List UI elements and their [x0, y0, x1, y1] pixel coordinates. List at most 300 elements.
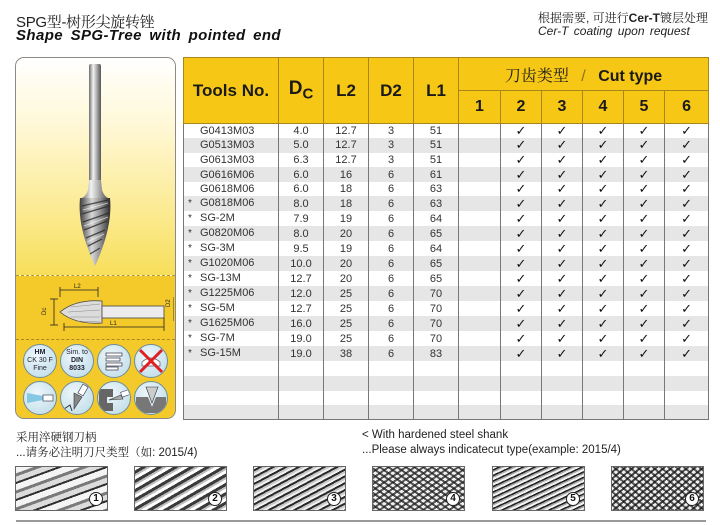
- header-d2: D2: [369, 58, 414, 124]
- cut-2-cell: [501, 226, 542, 241]
- cut-sample-4: [372, 466, 465, 511]
- dc-cell: 19.0: [279, 331, 324, 346]
- l2-cell: 25: [324, 331, 369, 346]
- feature-icons: [16, 341, 175, 419]
- specification-table: [183, 57, 709, 420]
- d2-cell: 6: [369, 241, 414, 256]
- l2-cell: 18: [324, 182, 369, 197]
- icon-text: Fine: [33, 365, 47, 372]
- empty-cell: [501, 376, 542, 391]
- dc-cell: 6.0: [279, 167, 324, 182]
- tool-number-cell: [184, 331, 279, 346]
- cut-1-cell: [459, 301, 501, 316]
- check-icon: ✓: [597, 137, 609, 153]
- d2-label: D2: [166, 299, 172, 307]
- l1-cell: 63: [414, 196, 459, 211]
- table-row: [184, 391, 709, 406]
- cut-2-cell: [501, 153, 542, 168]
- tool-number-cell: [184, 211, 279, 226]
- table-row: [184, 376, 709, 391]
- l2-cell: 25: [324, 301, 369, 316]
- featured-star: *: [188, 318, 192, 330]
- table-row: [184, 271, 709, 286]
- dc-cell: 8.0: [279, 196, 324, 211]
- l1-cell: 65: [414, 256, 459, 271]
- d2-cell: 6: [369, 256, 414, 271]
- check-icon: ✓: [681, 345, 692, 361]
- tool-number: SG-13M: [200, 272, 241, 285]
- tool-number: G0618M06: [200, 183, 255, 196]
- check-icon: ✓: [597, 195, 609, 211]
- dc-cell: 6.3: [279, 153, 324, 168]
- check-icon: ✓: [597, 330, 609, 346]
- check-icon: ✓: [556, 195, 568, 211]
- cut-5-cell: [624, 196, 665, 211]
- cut-3-cell: [542, 196, 583, 211]
- cut-3-cell: [542, 124, 583, 139]
- dimension-diagram-icon: [16, 277, 174, 340]
- empty-cell: [324, 361, 369, 376]
- l1-label: L1: [110, 321, 117, 327]
- empty-cell: [184, 361, 279, 376]
- header-cut-3: 3: [542, 91, 583, 124]
- cut-6-cell: [665, 241, 709, 256]
- tool-number: SG-2M: [200, 212, 235, 225]
- cut-5-cell: [624, 316, 665, 331]
- d2-cell: 6: [369, 346, 414, 361]
- l1-cell: 64: [414, 211, 459, 226]
- shank-note-english: < With hardened steel shank: [362, 429, 509, 441]
- check-icon: ✓: [556, 255, 568, 271]
- l1-cell: 51: [414, 124, 459, 139]
- table-row: [184, 346, 709, 361]
- empty-cell: [184, 391, 279, 406]
- l1-cell: 64: [414, 241, 459, 256]
- l2-cell: 12.7: [324, 153, 369, 168]
- cut-6-cell: [665, 196, 709, 211]
- cut-1-cell: [459, 331, 501, 346]
- check-icon: ✓: [681, 255, 692, 271]
- dc-cell: 6.0: [279, 182, 324, 197]
- cut-6-cell: [665, 226, 709, 241]
- cut-3-cell: [542, 286, 583, 301]
- check-icon: ✓: [681, 166, 692, 182]
- check-icon: ✓: [681, 270, 692, 286]
- l1-cell: 83: [414, 346, 459, 361]
- table-row: [184, 256, 709, 271]
- table-row: [184, 196, 709, 211]
- check-icon: ✓: [681, 123, 692, 139]
- table-row: [184, 124, 709, 139]
- dc-cell: 10.0: [279, 256, 324, 271]
- cut-3-cell: [542, 138, 583, 153]
- check-icon: ✓: [638, 137, 650, 153]
- cut-4-cell: [583, 301, 624, 316]
- featured-star: *: [188, 288, 192, 300]
- check-icon: ✓: [638, 300, 650, 316]
- empty-cell: [501, 361, 542, 376]
- cut-5-cell: [624, 167, 665, 182]
- check-icon: ✓: [515, 270, 527, 286]
- cut-6-cell: [665, 182, 709, 197]
- check-icon: ✓: [638, 225, 650, 241]
- header-cut-1: 1: [459, 91, 501, 124]
- cut-4-cell: [583, 271, 624, 286]
- coating-note-english: Cer-T coating upon request: [538, 24, 690, 38]
- l2-cell: 25: [324, 286, 369, 301]
- cut-3-cell: [542, 153, 583, 168]
- check-icon: ✓: [681, 151, 692, 167]
- check-icon: ✓: [597, 315, 609, 331]
- tool-number: SG-3M: [200, 242, 235, 255]
- cut-6-cell: [665, 211, 709, 226]
- empty-cell: [624, 376, 665, 391]
- cut-5-cell: [624, 211, 665, 226]
- check-icon: ✓: [597, 181, 609, 197]
- check-icon: ✓: [556, 330, 568, 346]
- check-icon: ✓: [681, 181, 692, 197]
- empty-cell: [369, 391, 414, 406]
- cut-sample-number: 4: [446, 492, 460, 506]
- cut-6-cell: [665, 346, 709, 361]
- check-icon: ✓: [681, 210, 692, 226]
- tool-number-cell: [184, 301, 279, 316]
- cut-type-english: Cut type: [598, 67, 663, 85]
- empty-cell: [459, 391, 501, 406]
- check-icon: ✓: [638, 345, 650, 361]
- header-cut-2: 2: [501, 91, 542, 124]
- cut-2-cell: [501, 331, 542, 346]
- cut-4-cell: [583, 153, 624, 168]
- d2-cell: 6: [369, 211, 414, 226]
- table-row: [184, 331, 709, 346]
- check-icon: ✓: [638, 166, 650, 182]
- cut-3-cell: [542, 241, 583, 256]
- slot-milling-icon: [97, 381, 131, 415]
- icon-text: 8033: [69, 365, 85, 372]
- d2-cell: 6: [369, 331, 414, 346]
- material-hm-icon: [23, 344, 57, 378]
- empty-cell: [665, 405, 709, 420]
- cut-5-cell: [624, 346, 665, 361]
- featured-star: *: [188, 213, 192, 225]
- empty-cell: [501, 405, 542, 420]
- empty-cell: [279, 405, 324, 420]
- cut-6-cell: [665, 316, 709, 331]
- tool-sizes-icon: [97, 344, 131, 378]
- title-chinese: SPG型-树形尖旋转锉: [16, 14, 155, 31]
- header-l1: L1: [414, 58, 459, 124]
- check-icon: ✓: [638, 255, 650, 271]
- cut-2-cell: [501, 241, 542, 256]
- header-tools-no: Tools No.: [184, 58, 279, 124]
- cut-type-chinese: 刀齿类型: [504, 67, 569, 85]
- cut-1-cell: [459, 153, 501, 168]
- check-icon: ✓: [556, 315, 568, 331]
- dc-cell: 8.0: [279, 226, 324, 241]
- check-icon: ✓: [597, 225, 609, 241]
- tool-number: SG-15M: [200, 347, 241, 360]
- dc-cell: 9.5: [279, 241, 324, 256]
- cut-5-cell: [624, 331, 665, 346]
- check-icon: ✓: [597, 240, 609, 256]
- l2-label: L2: [74, 284, 81, 290]
- cut-1-cell: [459, 241, 501, 256]
- l1-cell: 63: [414, 182, 459, 197]
- d2-cell: 6: [369, 286, 414, 301]
- table-row: [184, 153, 709, 168]
- l1-cell: 70: [414, 301, 459, 316]
- cut-1-cell: [459, 346, 501, 361]
- header-dc: [279, 58, 324, 124]
- d2-cell: 6: [369, 301, 414, 316]
- d2-cell: 3: [369, 138, 414, 153]
- check-icon: ✓: [597, 285, 609, 301]
- header-cut-type: [459, 58, 709, 91]
- cut-6-cell: [665, 138, 709, 153]
- tool-number-cell: [184, 153, 279, 168]
- cut-2-cell: [501, 286, 542, 301]
- empty-cell: [184, 376, 279, 391]
- l2-cell: 20: [324, 256, 369, 271]
- d2-cell: 6: [369, 196, 414, 211]
- empty-cell: [414, 405, 459, 420]
- tool-number-cell: [184, 167, 279, 182]
- empty-cell: [665, 376, 709, 391]
- cut-2-cell: [501, 124, 542, 139]
- cut-2-cell: [501, 182, 542, 197]
- table-row: [184, 241, 709, 256]
- coating-note-brand: Cer-T: [628, 11, 661, 25]
- check-icon: ✓: [556, 166, 568, 182]
- cut-sample-number: 1: [89, 492, 103, 506]
- check-icon: ✓: [556, 181, 568, 197]
- check-icon: ✓: [515, 123, 527, 139]
- cut-sample-number: 5: [566, 492, 580, 506]
- cut-4-cell: [583, 256, 624, 271]
- cut-4-cell: [583, 211, 624, 226]
- table-row: [184, 361, 709, 376]
- empty-cell: [414, 376, 459, 391]
- empty-cell: [279, 376, 324, 391]
- check-icon: ✓: [515, 255, 527, 271]
- check-icon: ✓: [556, 270, 568, 286]
- cut-3-cell: [542, 301, 583, 316]
- product-photo: [16, 58, 175, 276]
- l2-cell: 12.7: [324, 124, 369, 139]
- empty-cell: [279, 391, 324, 406]
- shank-note-chinese: 采用淬硬钢刀柄: [16, 432, 97, 444]
- cut-sample-6: [611, 466, 704, 511]
- empty-cell: [542, 376, 583, 391]
- check-icon: ✓: [515, 166, 527, 182]
- grinding-icon: [60, 381, 94, 415]
- d2-cell: 6: [369, 316, 414, 331]
- empty-cell: [583, 405, 624, 420]
- tool-number: G0820M06: [200, 227, 255, 240]
- table-row: [184, 138, 709, 153]
- cut-3-cell: [542, 271, 583, 286]
- check-icon: ✓: [556, 123, 568, 139]
- title-english: Shape SPG-Tree with pointed end: [16, 27, 281, 44]
- cut-4-cell: [583, 182, 624, 197]
- tool-number: G1225M06: [200, 287, 255, 300]
- check-icon: ✓: [597, 166, 609, 182]
- l2-cell: 20: [324, 271, 369, 286]
- cut-sample-5: [492, 466, 585, 511]
- cut-type-instruction-chinese: ...请务必注明刀尺类型（如: 2015/4): [16, 447, 198, 459]
- check-icon: ✓: [638, 151, 650, 167]
- cut-1-cell: [459, 211, 501, 226]
- empty-cell: [369, 376, 414, 391]
- cut-3-cell: [542, 167, 583, 182]
- cut-6-cell: [665, 124, 709, 139]
- cut-4-cell: [583, 124, 624, 139]
- empty-cell: [369, 361, 414, 376]
- cut-4-cell: [583, 346, 624, 361]
- tool-number-cell: [184, 316, 279, 331]
- l2-cell: 12.7: [324, 138, 369, 153]
- cut-2-cell: [501, 138, 542, 153]
- cut-5-cell: [624, 226, 665, 241]
- l2-cell: 18: [324, 196, 369, 211]
- tool-number-cell: [184, 226, 279, 241]
- empty-cell: [583, 361, 624, 376]
- cut-type-instruction-english: ...Please always indicatecut type(example: 2015/4): [362, 444, 621, 456]
- featured-star: *: [188, 228, 192, 240]
- check-icon: ✓: [556, 240, 568, 256]
- coating-note-prefix: 根据需要, 可进行: [538, 11, 629, 25]
- l2-cell: 19: [324, 241, 369, 256]
- table-row: [184, 167, 709, 182]
- empty-cell: [624, 361, 665, 376]
- l2-cell: 38: [324, 346, 369, 361]
- l2-cell: 20: [324, 226, 369, 241]
- empty-cell: [414, 361, 459, 376]
- cut-1-cell: [459, 138, 501, 153]
- check-icon: ✓: [638, 270, 650, 286]
- icon-text: DIN: [70, 357, 84, 364]
- cut-6-cell: [665, 271, 709, 286]
- cut-4-cell: [583, 226, 624, 241]
- empty-cell: [583, 391, 624, 406]
- tree-burr-icon: [16, 58, 174, 276]
- cut-6-cell: [665, 167, 709, 182]
- empty-cell: [324, 391, 369, 406]
- icon-text: HM: [34, 349, 46, 356]
- din-standard-icon: [60, 344, 94, 378]
- cut-5-cell: [624, 182, 665, 197]
- featured-star: *: [188, 258, 192, 270]
- cut-4-cell: [583, 138, 624, 153]
- dc-sub-text: C: [302, 85, 314, 103]
- coating-note-suffix: 镀层处理: [660, 11, 709, 25]
- empty-cell: [369, 405, 414, 420]
- cut-4-cell: [583, 331, 624, 346]
- check-icon: ✓: [638, 210, 650, 226]
- dc-cell: 12.7: [279, 301, 324, 316]
- cut-6-cell: [665, 256, 709, 271]
- check-icon: ✓: [556, 137, 568, 153]
- table-row: [184, 316, 709, 331]
- cut-1-cell: [459, 196, 501, 211]
- cut-1-cell: [459, 316, 501, 331]
- cut-1-cell: [459, 271, 501, 286]
- check-icon: ✓: [638, 315, 650, 331]
- l1-cell: 65: [414, 226, 459, 241]
- l2-cell: 19: [324, 211, 369, 226]
- check-icon: ✓: [556, 300, 568, 316]
- featured-star: *: [188, 243, 192, 255]
- check-icon: ✓: [638, 240, 650, 256]
- d2-cell: 6: [369, 226, 414, 241]
- d2-cell: 3: [369, 124, 414, 139]
- check-icon: ✓: [681, 315, 692, 331]
- header-cut-6: 6: [665, 91, 709, 124]
- empty-cell: [324, 376, 369, 391]
- header-cut-5: 5: [624, 91, 665, 124]
- cut-type-separator: /: [581, 67, 586, 85]
- tool-number-cell: [184, 346, 279, 361]
- check-icon: ✓: [556, 345, 568, 361]
- cut-2-cell: [501, 256, 542, 271]
- tool-number-cell: [184, 271, 279, 286]
- cut-5-cell: [624, 124, 665, 139]
- check-icon: ✓: [597, 300, 609, 316]
- empty-cell: [542, 405, 583, 420]
- check-icon: ✓: [515, 137, 527, 153]
- cut-6-cell: [665, 286, 709, 301]
- table-row: [184, 286, 709, 301]
- dc-main-text: D: [288, 78, 303, 100]
- icon-text: CK 30 F: [27, 357, 53, 364]
- l1-cell: 51: [414, 138, 459, 153]
- cut-5-cell: [624, 138, 665, 153]
- empty-cell: [501, 391, 542, 406]
- featured-star: *: [188, 273, 192, 285]
- empty-cell: [184, 405, 279, 420]
- tool-number: SG-5M: [200, 302, 235, 315]
- cut-3-cell: [542, 182, 583, 197]
- check-icon: ✓: [638, 285, 650, 301]
- dc-cell: 16.0: [279, 316, 324, 331]
- cut-1-cell: [459, 167, 501, 182]
- empty-cell: [542, 391, 583, 406]
- check-icon: ✓: [681, 225, 692, 241]
- table-row: [184, 182, 709, 197]
- tool-number: G1625M06: [200, 317, 255, 330]
- check-icon: ✓: [638, 330, 650, 346]
- cut-sample-3: [253, 466, 346, 511]
- check-icon: ✓: [681, 195, 692, 211]
- check-icon: ✓: [638, 181, 650, 197]
- l1-cell: 61: [414, 167, 459, 182]
- dc-cell: 4.0: [279, 124, 324, 139]
- check-icon: ✓: [515, 285, 527, 301]
- cut-sample-number: 6: [685, 492, 699, 506]
- check-icon: ✓: [681, 330, 692, 346]
- tool-number: G0613M03: [200, 153, 255, 166]
- empty-cell: [624, 391, 665, 406]
- check-icon: ✓: [515, 195, 527, 211]
- cut-1-cell: [459, 256, 501, 271]
- empty-cell: [459, 361, 501, 376]
- tool-number-cell: [184, 286, 279, 301]
- cut-sample-number: 3: [327, 492, 341, 506]
- cut-3-cell: [542, 346, 583, 361]
- check-icon: ✓: [515, 300, 527, 316]
- dc-cell: 7.9: [279, 211, 324, 226]
